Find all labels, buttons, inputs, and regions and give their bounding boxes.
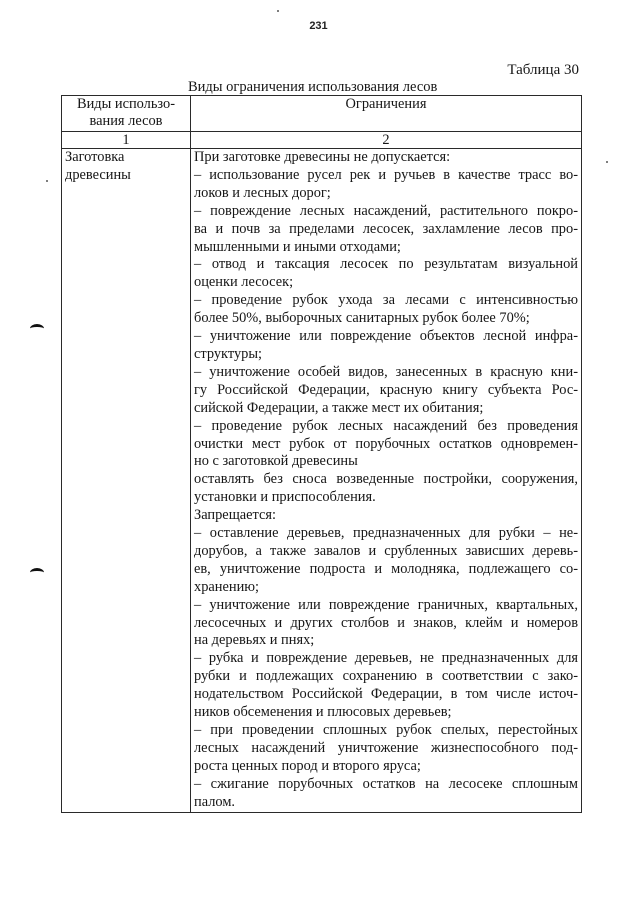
restriction-line: лесосечных и других столбов и знаков, клейм и номеров	[194, 614, 578, 631]
restriction-line: – при проведении сплошных рубок спелых, перестойных	[194, 722, 578, 738]
forest-use-line: Заготовка	[65, 149, 125, 165]
restriction-line: мышленными и иными отходами;	[194, 238, 401, 255]
restrictions-cell	[191, 149, 582, 813]
restriction-line: рубки и подлежащих сохранению в соответствии с зако-	[194, 668, 578, 685]
restriction-line: более 50%, выборочных санитарных рубок более 70%;	[194, 310, 530, 327]
restriction-line: нодательством Российской Федерации, в том числе источ-	[194, 686, 578, 703]
restriction-line: установки и приспособления.	[194, 489, 376, 506]
restriction-line: – повреждение лесных насаждений, растительного покро-	[194, 202, 578, 219]
restriction-line: на деревьях и пнях;	[194, 632, 315, 649]
restriction-line: – проведение рубок ухода за лесами с интенсивностью	[194, 292, 578, 309]
restriction-line: ев, уничтожение подроста и молодняка, подлежащего со-	[194, 560, 578, 577]
restriction-line: – уничтожение особей видов, занесенных в красную кни-	[194, 363, 578, 380]
restriction-line: Запрещается:	[194, 507, 277, 524]
restriction-line: но с заготовкой древесины	[194, 453, 358, 470]
scan-dot	[606, 161, 608, 163]
table-header-row	[62, 96, 582, 132]
restriction-line: гу Российской Федерации, красную книгу субъекта Рос-	[194, 381, 578, 398]
scan-dot	[46, 180, 48, 182]
forest-use-line: древесины	[65, 166, 131, 183]
header-forest-use-line-1: Виды использо-	[76, 96, 175, 112]
restriction-line: локов и лесных дорог;	[194, 184, 331, 201]
restriction-line: очистки мест рубок от порубочных остатков одновремен-	[194, 435, 578, 452]
restriction-line: – сжигание порубочных остатков на лесосеке сплошным	[194, 775, 578, 792]
header-forest-use-line-2: вания лесов	[89, 113, 163, 129]
restriction-line: палом.	[194, 793, 236, 810]
restriction-line: дорубов, а также завалов и срубленных зависших деревь-	[194, 542, 578, 559]
column-number-row	[62, 132, 582, 149]
restriction-line: При заготовке древесины не допускается:	[194, 149, 451, 165]
header-forest-use	[62, 96, 191, 132]
restriction-line: сийской Федерации, а также мест их обитания;	[194, 399, 484, 416]
scan-dot	[277, 10, 279, 12]
restriction-line: – уничтожение или повреждение граничных, квартальных,	[194, 596, 578, 613]
restriction-line: – рубка и повреждение деревьев, не предназначенных для	[194, 650, 578, 667]
page-number: 231	[309, 20, 328, 32]
restriction-line: – проведение рубок лесных насаждений без проведения	[194, 417, 578, 434]
table-title: Виды ограничения использования лесов	[188, 79, 438, 95]
restriction-line: – отвод и таксация лесосек по результатам визуальной	[194, 256, 578, 273]
restrictions-table	[61, 95, 582, 813]
table-number: Таблица 30	[507, 62, 579, 78]
column-number-1: 1	[62, 132, 191, 149]
header-restrictions: Ограничения	[191, 96, 582, 132]
restriction-line: структуры;	[194, 345, 263, 362]
restriction-line: оставлять без сноса возведенные постройки, сооружения,	[194, 471, 578, 488]
restriction-line: – уничтожение или повреждение объектов лесной инфра-	[194, 328, 578, 345]
restriction-line: хранению;	[194, 578, 260, 595]
restriction-line: ников обсеменения и плюсовых деревьев;	[194, 704, 452, 721]
scan-mark	[30, 568, 44, 577]
restriction-line: – использование русел рек и ручьев в качестве трасс во-	[194, 166, 578, 183]
column-number-2: 2	[191, 132, 582, 149]
restriction-line: ва и почв за пределами лесосек, захламление лесов про-	[194, 220, 578, 237]
restriction-line: оценки лесосек;	[194, 274, 294, 291]
restriction-line: – оставление деревьев, предназначенных для рубки – не-	[194, 525, 578, 542]
table-row	[62, 149, 582, 813]
restriction-line: лесных насаждений уничтожение жизнеспособного под-	[194, 739, 578, 756]
forest-use-cell	[62, 149, 191, 813]
scan-mark	[30, 324, 44, 333]
restriction-line: роста ценных пород и второго яруса;	[194, 757, 421, 774]
